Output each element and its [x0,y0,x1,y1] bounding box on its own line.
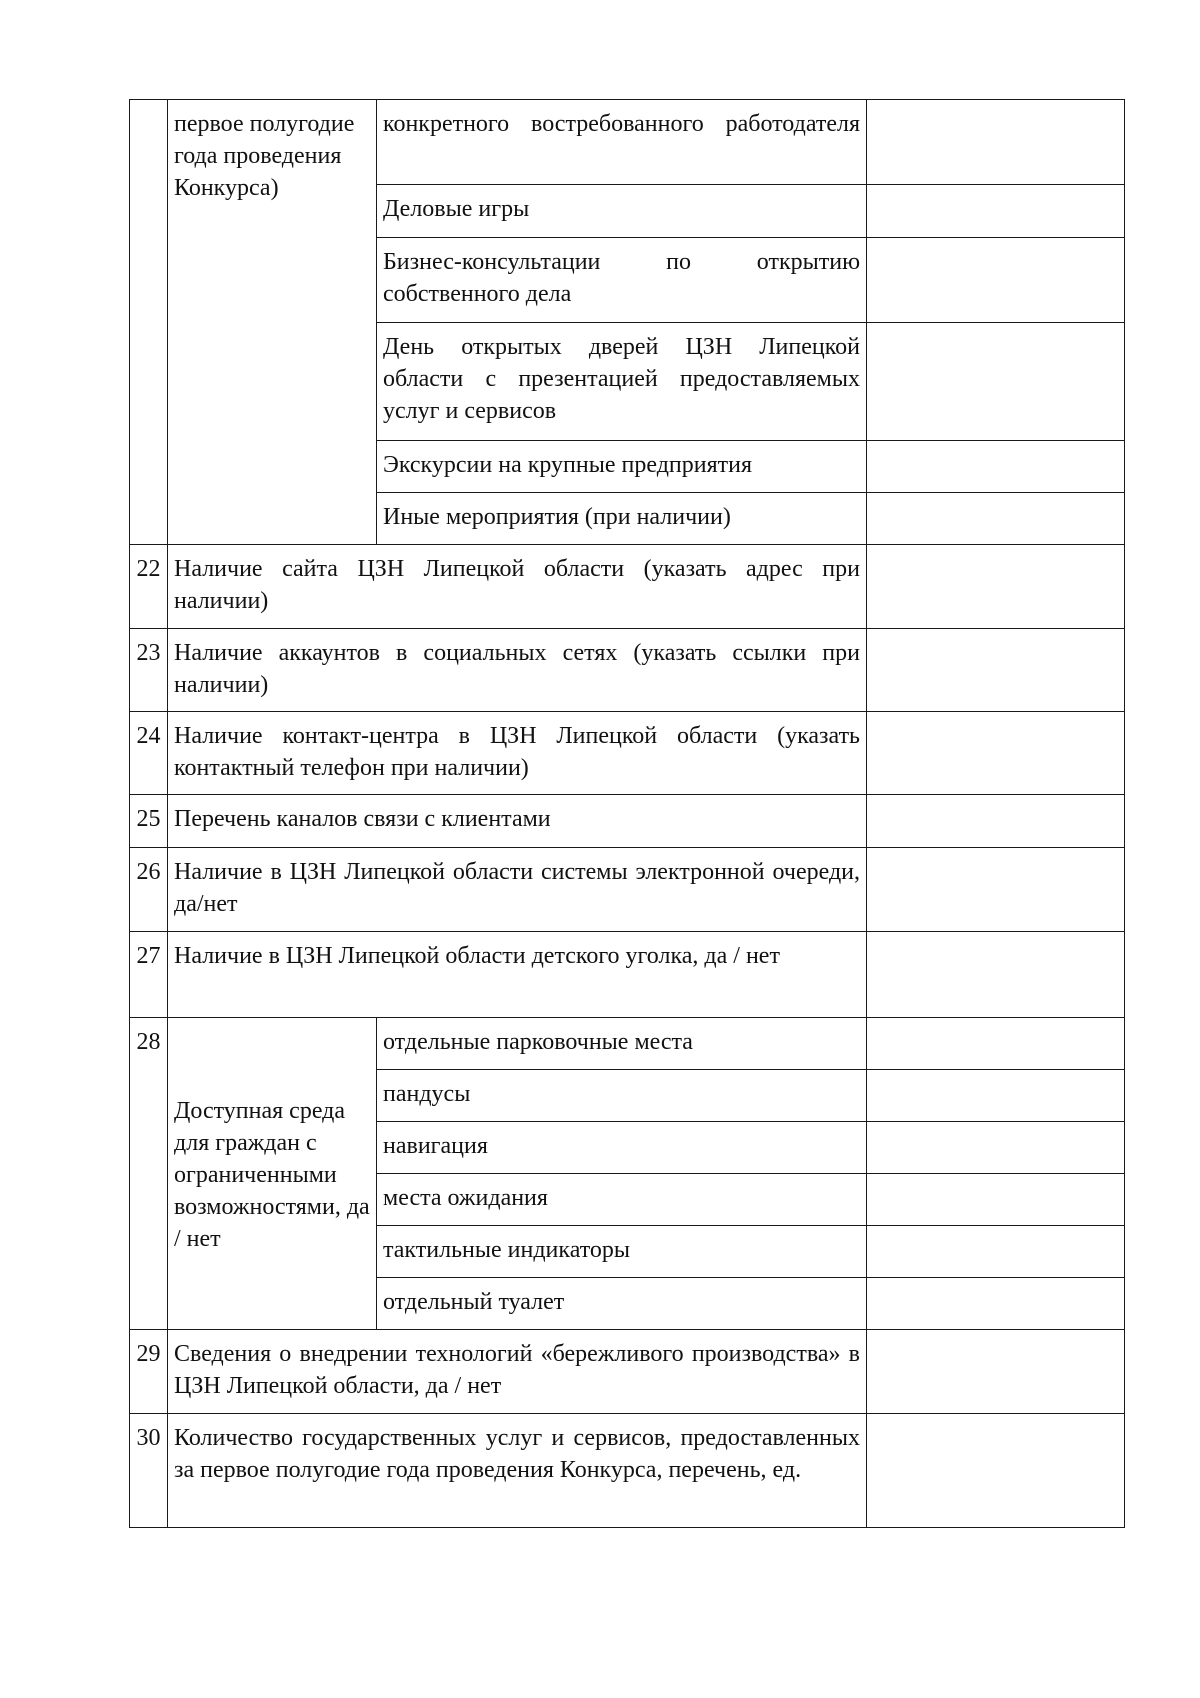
row-number: 29 [130,1330,168,1414]
value-cell[interactable] [867,932,1125,1018]
criterion-cell: Наличие контакт-центра в ЦЗН Липецкой области (указать контактный телефон при наличии) [168,712,867,795]
criterion-cell: Наличие в ЦЗН Липецкой области системы электронной очереди, да/нет [168,848,867,932]
value-cell[interactable] [867,1018,1125,1070]
subitem-cell: Деловые игры [377,185,867,238]
criterion-cell: Наличие сайта ЦЗН Липецкой области (указать адрес при наличии) [168,545,867,629]
table-row [130,795,1125,848]
row-number: 25 [130,795,168,848]
criterion-cell: Перечень каналов связи с клиентами [168,795,867,848]
subitem-cell: День открытых дверей ЦЗН Липецкой области с презентацией предоставляемых услуг и сервисов [377,323,867,441]
subitem-cell: пандусы [377,1070,867,1122]
subitem-cell: конкретного востребованного работодателя [377,100,867,185]
row-number: 30 [130,1414,168,1528]
criterion-cell: Наличие в ЦЗН Липецкой области детского уголка, да / нет [168,932,867,1018]
value-cell[interactable] [867,1278,1125,1330]
subitem-cell: места ожидания [377,1174,867,1226]
value-cell[interactable] [867,100,1125,185]
value-cell[interactable] [867,1330,1125,1414]
value-cell[interactable] [867,1122,1125,1174]
row-number: 22 [130,545,168,629]
criterion-cell: Сведения о внедрении технологий «бережливого производства» в ЦЗН Липецкой области, да / нет [168,1330,867,1414]
table-row [130,932,1125,1018]
criteria-table [129,99,1125,1528]
row-number: 27 [130,932,168,1018]
criterion-cell: первое полугодие года проведения Конкурса) [168,100,377,545]
value-cell[interactable] [867,238,1125,323]
value-cell[interactable] [867,323,1125,441]
subitem-cell: Экскурсии на крупные предприятия [377,441,867,493]
value-cell[interactable] [867,712,1125,795]
row-number: 24 [130,712,168,795]
subitem-cell: отдельный туалет [377,1278,867,1330]
value-cell[interactable] [867,629,1125,712]
value-cell[interactable] [867,441,1125,493]
value-cell[interactable] [867,1226,1125,1278]
row-number: 23 [130,629,168,712]
value-cell[interactable] [867,1070,1125,1122]
value-cell[interactable] [867,1174,1125,1226]
value-cell[interactable] [867,848,1125,932]
table-row [130,1018,1125,1070]
criterion-cell: Количество государственных услуг и сервисов, предоставленных за первое полугодие года проведения Конкурса, перечень, ед. [168,1414,867,1528]
table-row [130,545,1125,629]
row-number: 26 [130,848,168,932]
subitem-cell: Бизнес-консультации по открытию собственного дела [377,238,867,323]
table-row [130,100,1125,185]
row-number: 28 [130,1018,168,1330]
table-row [130,1414,1125,1528]
subitem-cell: тактильные индикаторы [377,1226,867,1278]
table-row [130,1330,1125,1414]
value-cell[interactable] [867,493,1125,545]
subitem-cell: навигация [377,1122,867,1174]
value-cell[interactable] [867,1414,1125,1528]
value-cell[interactable] [867,795,1125,848]
criterion-cell: Наличие аккаунтов в социальных сетях (указать ссылки при наличии) [168,629,867,712]
table-row [130,848,1125,932]
subitem-cell: Иные мероприятия (при наличии) [377,493,867,545]
value-cell[interactable] [867,185,1125,238]
table-row [130,712,1125,795]
value-cell[interactable] [867,545,1125,629]
row-number-cell [130,100,168,545]
criterion-cell: Доступная среда для граждан с ограниченными возможностями, да / нет [168,1018,377,1330]
table-row [130,629,1125,712]
subitem-cell: отдельные парковочные места [377,1018,867,1070]
